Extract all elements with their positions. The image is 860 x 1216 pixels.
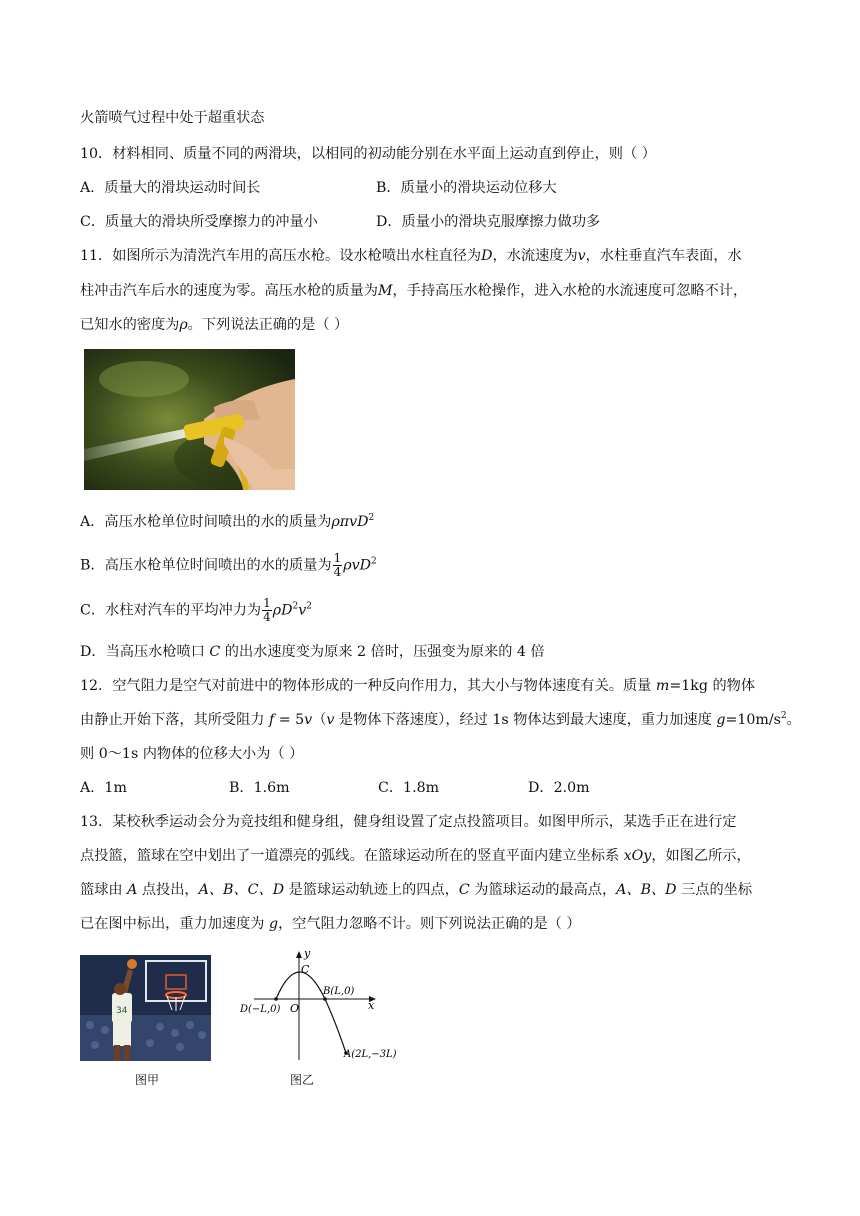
- fraction: $\frac{1}{4}$: [263, 596, 271, 624]
- q12-line-1: 12．空气阻力是空气对前进中的物体形成的一种反向作用力，其大小与物体速度有关。质量 m=1kg 的物体: [80, 678, 756, 694]
- q9-tail: 火箭喷气过程中处于超重状态: [80, 110, 265, 126]
- q11-option-b: B．高压水枪单位时间喷出的水的质量为 $\frac{1}{4}$ ρvD$^2$: [80, 551, 377, 579]
- y-axis-label: y: [304, 947, 311, 960]
- q10-option-d: D．质量小的滑块克服摩擦力做功多: [376, 214, 601, 230]
- q13-line-3: 篮球由 A 点投出，A、B、C、D 是篮球运动轨迹上的四点，C 为篮球运动的最高点，A、B、D 三点的坐标: [80, 882, 753, 898]
- q13-line-1: 13．某校秋季运动会分为竞技组和健身组，健身组设置了定点投篮项目。如图甲所示，某选手正在进行定: [80, 814, 737, 830]
- point-c-label: C: [301, 963, 310, 976]
- figure-jia-caption: 图甲: [135, 1073, 160, 1087]
- q11-option-d: D．当高压水枪喷口 C 的出水速度变为原来 2 倍时，压强变为原来的 4 倍: [80, 644, 545, 660]
- basketball-photo: [80, 955, 211, 1061]
- figure-yi-caption: 图乙: [290, 1073, 315, 1087]
- q10-option-a: A．质量大的滑块运动时间长: [80, 180, 261, 196]
- q11-line-2: 柱冲击汽车后水的速度为零。高压水枪的质量为M，手持高压水枪操作，进入水枪的水流速度可忽略不计，: [80, 283, 748, 299]
- point-b-label: B(L,0): [323, 986, 355, 997]
- q10-option-c: C．质量大的滑块所受摩擦力的冲量小: [80, 214, 318, 230]
- q12-option-a: A．1m: [80, 780, 127, 796]
- q11-line-1: 11．如图所示为清洗汽车用的高压水枪。设水枪喷出水柱直径为D，水流速度为v，水柱垂直汽车表面，水: [80, 248, 742, 264]
- origin-label: O: [290, 1002, 300, 1015]
- q10-option-b: B．质量小的滑块运动位移大: [376, 180, 557, 196]
- trajectory-graph: [236, 945, 416, 1070]
- q12-line-2: 由静止开始下落，其所受阻力 f = 5v（v 是物体下落速度），经过 1s 物体达到最大速度，重力加速度 $g=10m/s^2$。: [80, 711, 801, 728]
- q10-stem: 10．材料相同、质量不同的两滑块，以相同的初动能分别在水平面上运动直到停止，则（ ）: [80, 146, 656, 162]
- q12-line-3: 则 0～1s 内物体的位移大小为（ ）: [80, 746, 304, 762]
- point-a-label: A(2L,−3L): [344, 1049, 397, 1060]
- q13-line-2: 点投篮，篮球在空中划出了一道漂亮的弧线。在篮球运动所在的竖直平面内建立坐标系 xOy，如图乙所示，: [80, 848, 751, 864]
- point-d-label: D(−L,0): [240, 1004, 281, 1015]
- x-axis-label: x: [368, 999, 375, 1012]
- q11-line-3: 已知水的密度为ρ。下列说法正确的是（ ）: [80, 317, 349, 333]
- svg-text:34: 34: [116, 1006, 128, 1016]
- q12-option-b: B．1.6m: [229, 780, 290, 796]
- q11-option-a: A．高压水枪单位时间喷出的水的质量为ρπvD$^2$: [80, 513, 375, 530]
- q13-line-4: 已在图中标出，重力加速度为 g，空气阻力忽略不计。则下列说法正确的是（ ）: [80, 916, 581, 932]
- fraction: $\frac{1}{4}$: [333, 551, 342, 579]
- q11-option-c: C．水柱对汽车的平均冲力为 $\frac{1}{4}$ $\rho D^2v^2$: [80, 596, 312, 624]
- water-gun-photo: [84, 349, 295, 490]
- q12-option-d: D．2.0m: [528, 780, 590, 796]
- q12-option-c: C．1.8m: [378, 780, 440, 796]
